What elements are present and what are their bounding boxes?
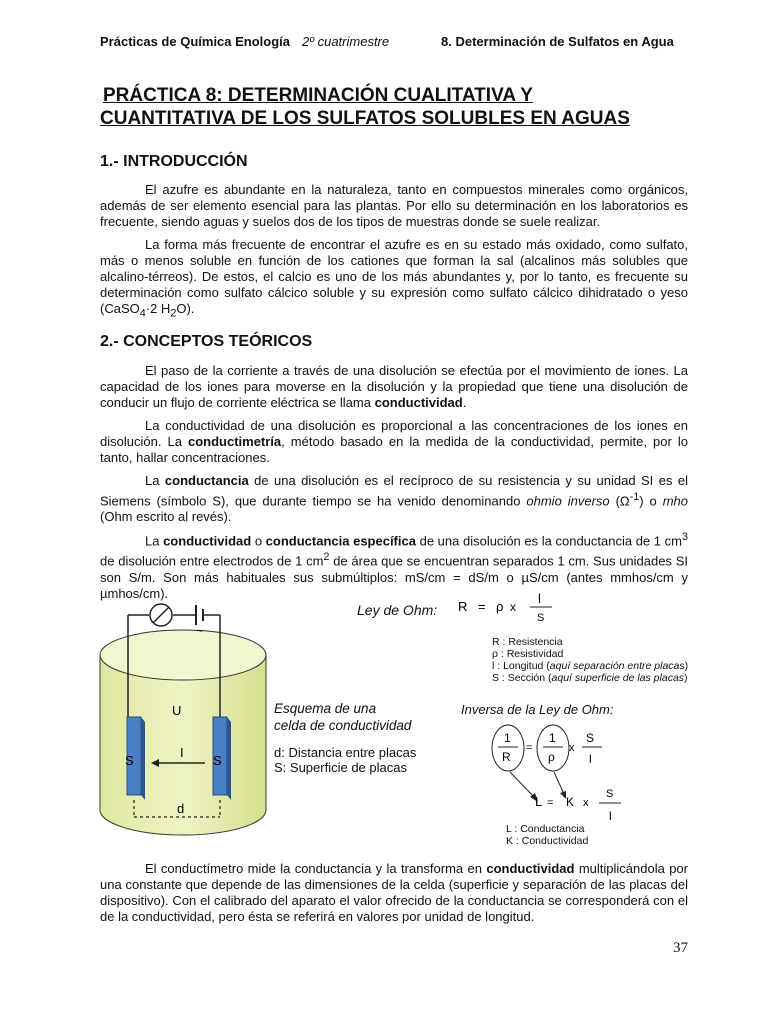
svg-text:l: l [609,809,612,823]
svg-text:1: 1 [549,731,556,745]
section-heading-theory: 2.- CONCEPTOS TEÓRICOS [100,333,313,350]
intro-paragraph-2: La forma más frecuente de encontrar el azufre es en su estado más oxidado, como sulfato, más o menos soluble en función de los cationes que forman la sal (alcalinos más solubles que alcalino-térreos). De estos, el calcio es uno de los más abundantes y, por lo tanto, es frecuente su determinación como sulfato cálcico soluble y su expresión como sulfato cálcico dihidratado o yeso (CaSO$_4$·2 $H_2O$). [100,237,688,320]
svg-text:=: = [547,797,554,809]
label-u: U [172,703,182,718]
svg-text:=: = [526,742,533,754]
ohm-law-formula [452,590,562,626]
intro-paragraph-1: El azufre es abundante en la naturaleza, tanto en compuestos minerales como orgánicos, además de ser elemento esencial para las plantas. Por ello su determinación en los laboratorios es frecuente, siendo aguas y suelos dos de los tipos de muestras donde se suele realizar. [100,182,688,229]
source-tilde: ~ [196,624,204,638]
cell-caption: Esquema de una celda de conductividad [274,701,412,733]
svg-text:ρ: ρ [496,599,504,614]
label-s-left: S [125,753,134,768]
svg-text:S: S [606,788,614,800]
svg-text:R: R [458,599,468,614]
ohm-definitions: R : Resistencia ρ : Resistividad l : Longitud (aquí separación entre placas) S : Sección (aquí superficie de las placas) [492,636,689,684]
svg-text:x: x [569,742,575,754]
theory-paragraph-5: El conductímetro mide la conductancia y la transforma en conductividad multiplicándola por una constante que depende de las dimensiones de la celda (superficie y separación de las placas del dispositivo). Con el calibrado del aparato el valor ofrecido de la conductancia se corresponderá con el de la conductividad, pero ésta se referirá en valores por unidad de longitud. [100,861,688,924]
svg-text:ρ: ρ [548,750,555,764]
inverse-ohm-label: Inversa de la Ley de Ohm: [461,702,614,717]
header-left: Prácticas de Química Enología [100,34,291,49]
cell-legend: d: Distancia entre placas S: Superficie de placas [274,745,417,775]
cell-top [100,630,266,680]
header-middle: 2º cuatrimestre [302,34,390,49]
theory-paragraph-3: La conductancia de una disolución es el recíproco de su resistencia y su unidad SI es el Siemens (símbolo S), que durante tiempo se ha venido denominando ohmio inverso $(\Omega^{-1})$ o mho (Ohm escrito al revés). [100,473,689,525]
svg-text:R: R [502,750,511,764]
arrow-l [510,772,535,798]
page-title: PRÁCTICA 8: DETERMINACIÓN CUALITATIVA Y CUANTITATIVA DE LOS SULFATOS SOLUBLES EN AGUAS [100,85,630,129]
svg-text:S: S [586,731,595,745]
svg-text:L: L [535,794,543,809]
inverse-ohm-formula [485,718,635,830]
section-heading-introduction: 1.- INTRODUCCIÓN [100,153,248,170]
svg-text:K: K [566,795,575,809]
svg-text:l: l [538,591,541,606]
header-right: 8. Determinación de Sulfatos en Agua [441,34,674,49]
svg-text:l: l [589,752,592,766]
label-d: d [177,801,185,816]
svg-text:1: 1 [504,731,511,745]
svg-text:=: = [478,599,486,614]
conductivity-cell-diagram [95,595,275,845]
label-i: I [180,745,184,760]
arrow-k [554,772,564,794]
label-s-right: S [213,753,222,768]
theory-paragraph-2: La conductividad de una disolución es proporcional a las concentraciones de los iones en disolución. La conductimetría, método basado en la medida de la conductividad, permite, por lo tanto, hallar concentraciones. [100,418,688,465]
svg-text:S: S [537,612,545,624]
theory-paragraph-1: El paso de la corriente a través de una disolución se efectúa por el movimiento de iones. La capacidad de los iones para moverse en la disolución y la propiedad que tiene una disolución de conducir un flujo de corriente eléctrica se llama conductividad. [100,363,688,410]
inverse-definitions: L : Conductancia K : Conductividad [506,823,589,847]
page-number: 37 [673,940,688,956]
theory-paragraph-4: La conductividad o conductancia específica de una disolución es la conductancia de 1 $cm^3$ de disolución entre electrodos de 1 $cm^2$ de área que se encuentran separados 1 cm. Sus unidades SI son S/m. Son más habituales sus submúltiplos: mS/cm = dS/m o µS/cm (antes mmhos/cm y µmhos/cm). [100,531,689,601]
ohm-law-label: Ley de Ohm: [357,602,438,618]
svg-text:x: x [583,797,589,809]
svg-text:x: x [510,600,516,614]
